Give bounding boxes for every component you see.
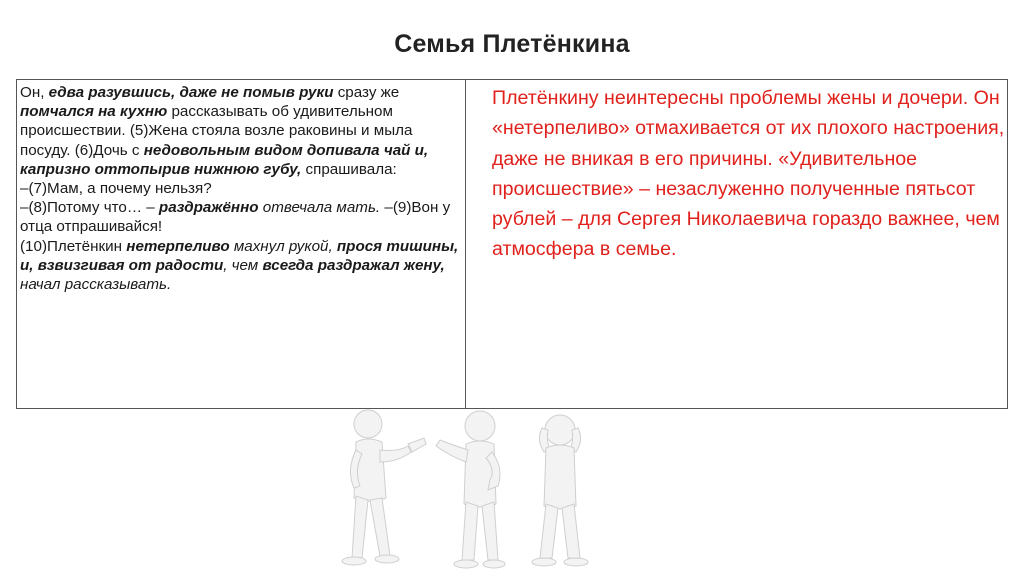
- excerpt-text: рассказывать об удивительном происшествии. (5)Жена стояла возле раковины и мыла посуду. (6)Дочь с: [20, 103, 413, 159]
- excerpt-italic: , чем: [223, 256, 263, 274]
- analysis-text: Плетёнкину неинтересны проблемы жены и дочери. Он «нетерпеливо» отмахивается от их плохого настроения, даже не вникая в его причины. «Удивительное происшествие» – незаслуженно полученные пятьсот рублей – для Сергея Николаевича гораздо важнее, чем атмосфера в семье.: [492, 87, 1005, 261]
- excerpt-text: сразу же: [333, 84, 400, 101]
- excerpt-text: (10)Плетёнкин: [20, 237, 127, 255]
- excerpt-text: спрашивала:: [301, 160, 397, 178]
- content-table: [16, 79, 1008, 409]
- excerpt-text: –(8)Потому что… –: [20, 199, 159, 217]
- excerpt-emphasis: нетерпеливо: [126, 237, 230, 255]
- covering-ears-person-figure: [506, 400, 606, 572]
- excerpt-emphasis: едва разувшись, даже не помыв руки: [48, 84, 334, 101]
- excerpt-emphasis: помчался на кухню: [20, 103, 168, 121]
- excerpt-text: Он,: [20, 84, 49, 101]
- excerpt-emphasis: раздражённо: [158, 199, 259, 217]
- excerpt-text: –(9)Вон у отца отпрашивайся!: [20, 199, 451, 236]
- excerpt-line: –(7)Мам, а почему нельзя?: [20, 180, 212, 198]
- excerpt-emphasis: недовольным видом допивала чай и, капризно оттопырив нижнюю губу,: [20, 141, 429, 178]
- page-title: Семья Плетёнкина: [394, 30, 630, 58]
- excerpt-cell: [17, 80, 466, 408]
- excerpt-emphasis: прося тишины, и, взвизгивая от радости: [20, 237, 459, 274]
- excerpt-italic: начал рассказывать.: [20, 276, 172, 294]
- analysis-cell: [466, 80, 1007, 408]
- excerpt-emphasis: всегда раздражал жену,: [262, 256, 445, 274]
- excerpt-italic: отвечала мать.: [258, 199, 381, 217]
- excerpt-italic: махнул рукой,: [229, 237, 337, 255]
